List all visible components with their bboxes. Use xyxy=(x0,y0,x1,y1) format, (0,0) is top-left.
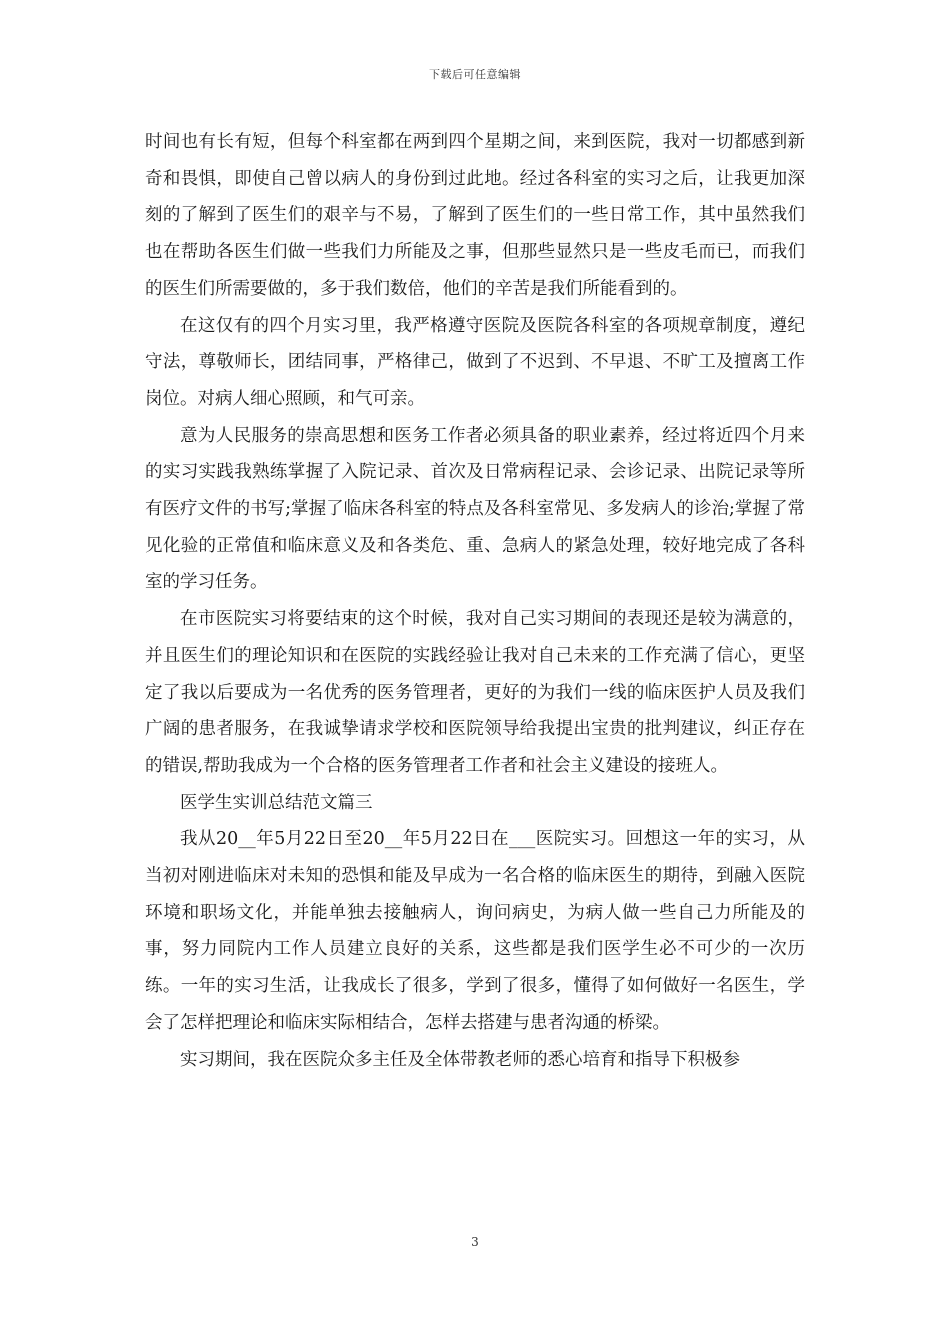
paragraph-internship-period: 实习期间，我在医院众多主任及全体带教老师的悉心培育和指导下积极参 xyxy=(180,1049,740,1070)
page-number: 3 xyxy=(471,1235,479,1249)
paragraph-regulations: 在这仅有的四个月实习里，我严格遵守医院及医院各科室的各项规章制度，遵纪守法，尊敬师长，团结同事，严格律己，做到了不迟到、不早退、不旷工及擅离工作岗位。对病人细心照顾，和气可亲。 xyxy=(145,315,805,409)
paragraph-continuation: 时间也有长有短，但每个科室都在两到四个星期之间，来到医院，我对一切都感到新奇和畏惧，即使自己曾以病人的身份到过此地。经过各科室的实习之后，让我更加深刻的了解到了医生们的艰辛与不易，了解到了医生们的一些日常工作，其中虽然我们也在帮助各医生们做一些我们力所能及之事，但那些显然只是一些皮毛而已，而我们的医生们所需要做的，多于我们数倍，他们的辛苦是我们所能看到的。 xyxy=(145,132,805,299)
page-header: 下载后可任意编辑 xyxy=(429,68,521,81)
paragraph-skills: 意为人民服务的崇高思想和医务工作者必须具备的职业素养，经过将近四个月来的实习实践我熟练掌握了入院记录、首次及日常病程记录、会诊记录、出院记录等所有医疗文件的书写;掌握了临床各科室的特点及各科室常见、多发病人的诊治;掌握了常见化验的正常值和临床意义及和各类危、重、急病人的紧急处理，较好地完成了各科室的学习任务。 xyxy=(145,425,805,593)
paragraph-conclusion: 在市医院实习将要结束的这个时候，我对自己实习期间的表现还是较为满意的，并且医生们的理论知识和在医院的实践经验让我对自己未来的工作充满了信心，更坚定了我以后要成为一名优秀的医务管理者，更好的为我们一线的临床医护人员及我们广阔的患者服务，在我诚挚请求学校和医院领导给我提出宝贵的批判建议，纠正存在的错误,帮助我成为一个合格的医务管理者工作者和社会主义建设的接班人。 xyxy=(145,609,805,776)
document-body xyxy=(145,124,805,1078)
paragraph-internship-review: 我从20__年5月22日至20__年5月22日在___医院实习。回想这一年的实习，从当初对刚进临床对未知的恐惧和能及早成为一名合格的临床医生的期待，到融入医院环境和职场文化，并能单独去接触病人，询问病史，为病人做一些自己力所能及的事，努力同院内工作人员建立良好的关系，这些都是我们医学生必不可少的一次历练。一年的实习生活，让我成长了很多，学到了很多，懂得了如何做好一名医生，学会了怎样把理论和临床实际相结合，怎样去搭建与患者沟通的桥梁。 xyxy=(145,829,805,1033)
section-title: 医学生实训总结范文篇三 xyxy=(180,792,373,813)
